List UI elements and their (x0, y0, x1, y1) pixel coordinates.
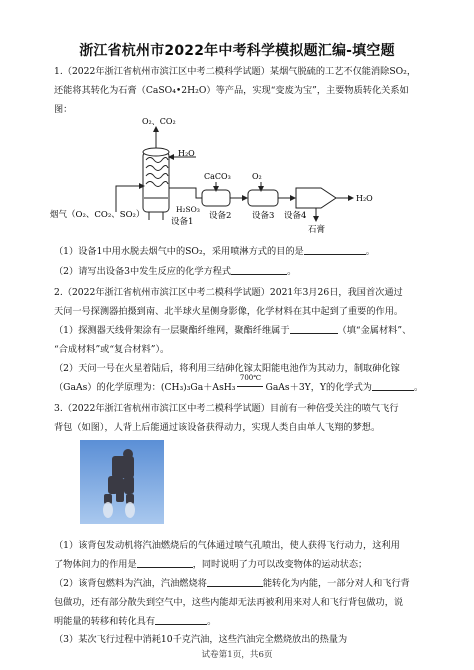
answer-blank[interactable] (137, 557, 193, 568)
answer-blank[interactable] (231, 264, 287, 275)
answer-blank[interactable] (372, 380, 414, 391)
q3-sub1: （1）该背包发动机将汽油燃烧后的气体通过喷气孔喷出，使人获得飞行动力，这利用 (54, 540, 400, 551)
q3-sub3: （3）某次飞行过程中消耗10千克汽油，这些汽油完全燃烧放出的热量为 (54, 634, 348, 645)
page-footer: 试卷第1页，共6页 (201, 650, 273, 660)
answer-blank[interactable] (155, 614, 207, 625)
label-h2so3: H₂SO₃ (176, 205, 200, 214)
q1-sub1: （1）设备1中用水脱去烟气中的SO₂，采用喷淋方式的目的是 。 (54, 246, 375, 257)
label-device3: 设备3 (252, 211, 275, 221)
q1-line1: 1.（2022年浙江省杭州市滨江区中考二模科学试题）某烟气脱硫的工艺不仅能消除SO₂， (54, 66, 417, 77)
page-title: 浙江省杭州市2022年中考科学模拟题汇编-填空题 (79, 43, 395, 59)
q3-sub1-cont: 了物体间力的作用是 ，同时说明了力可以改变物体的运动状态； (54, 559, 368, 570)
q3-sub2-end: 明能量的转移和转化具有 。 (54, 616, 217, 627)
q3-sub2-cont: 包做功，还有部分散失到空气中，这些内能却无法再被利用来对人和飞行背包做功，说 (54, 597, 404, 608)
q1-line2: 还能将其转化为石膏（CaSO₄•2H₂O）等产品，实现“变废为宝”，主要物质转化关系如 (54, 85, 409, 96)
q3-line1: 3.（2022年浙江省杭州市滨江区中考二模科学试题）目前有一种倍受关注的喷气飞行 (54, 403, 399, 414)
q2-line1: 2.（2022年浙江省杭州市滨江区中考二模科学试题）2021年3月26日，我国首次通过 (54, 287, 403, 298)
label-h2o-top: H₂O (178, 149, 195, 158)
q2-sub2-formula: （GaAs）的化学原理为：(CH₃)₃Ga＋AsH₃ 700℃ GaAs＋3Y，Y的化学式为 。 (54, 378, 426, 397)
reaction-condition: 700℃ (239, 374, 262, 382)
q2-sub2: （2）天问一号在火星着陆后，将利用三结砷化镓太阳能电池作为其动力，制取砷化镓 (54, 363, 400, 374)
label-o2: O₂ (252, 172, 262, 181)
q2-sub1-cont: “合成材料”或“复合材料”）。 (54, 344, 170, 355)
label-device2: 设备2 (209, 211, 232, 221)
q1-sub2: （2）请写出设备3中发生反应的化学方程式 。 (54, 266, 297, 277)
q2-sub1: （1）探测器天线骨架涂有一层聚酯纤维网，聚酯纤维属于 （填“金属材料”、 (54, 325, 412, 336)
label-h2o-right: H₂O (356, 194, 373, 203)
label-o2-co2: O₂、CO₂ (142, 117, 176, 126)
jetpack-photo (80, 440, 164, 524)
q2-line2: 天问一号探测器拍摄到南、北半球火星侧身影像，化学材料在其中起到了重要的作用。 (54, 306, 404, 317)
answer-blank[interactable] (290, 323, 338, 334)
answer-blank[interactable] (207, 576, 263, 587)
label-gypsum: 石膏 (308, 225, 326, 235)
label-device4: 设备4 (284, 211, 307, 221)
label-caco3: CaCO₃ (204, 172, 231, 181)
q3-line2: 背包（如图），人背上后能通过该设备获得动力，实现人类自由单人飞翔的梦想。 (54, 422, 381, 433)
device1-tower (143, 148, 169, 220)
q1-line3: 图： (54, 104, 73, 115)
label-device1: 设备1 (171, 217, 194, 227)
q3-sub2: （2）该背包燃料为汽油，汽油燃烧将 能转化为内能，一部分对人和飞行背 (54, 578, 410, 589)
answer-blank[interactable] (304, 244, 366, 255)
flue-gas-desulfurization-diagram (46, 114, 376, 262)
label-flue-gas: 烟气（O₂、CO₂、SO₂） (50, 210, 145, 220)
